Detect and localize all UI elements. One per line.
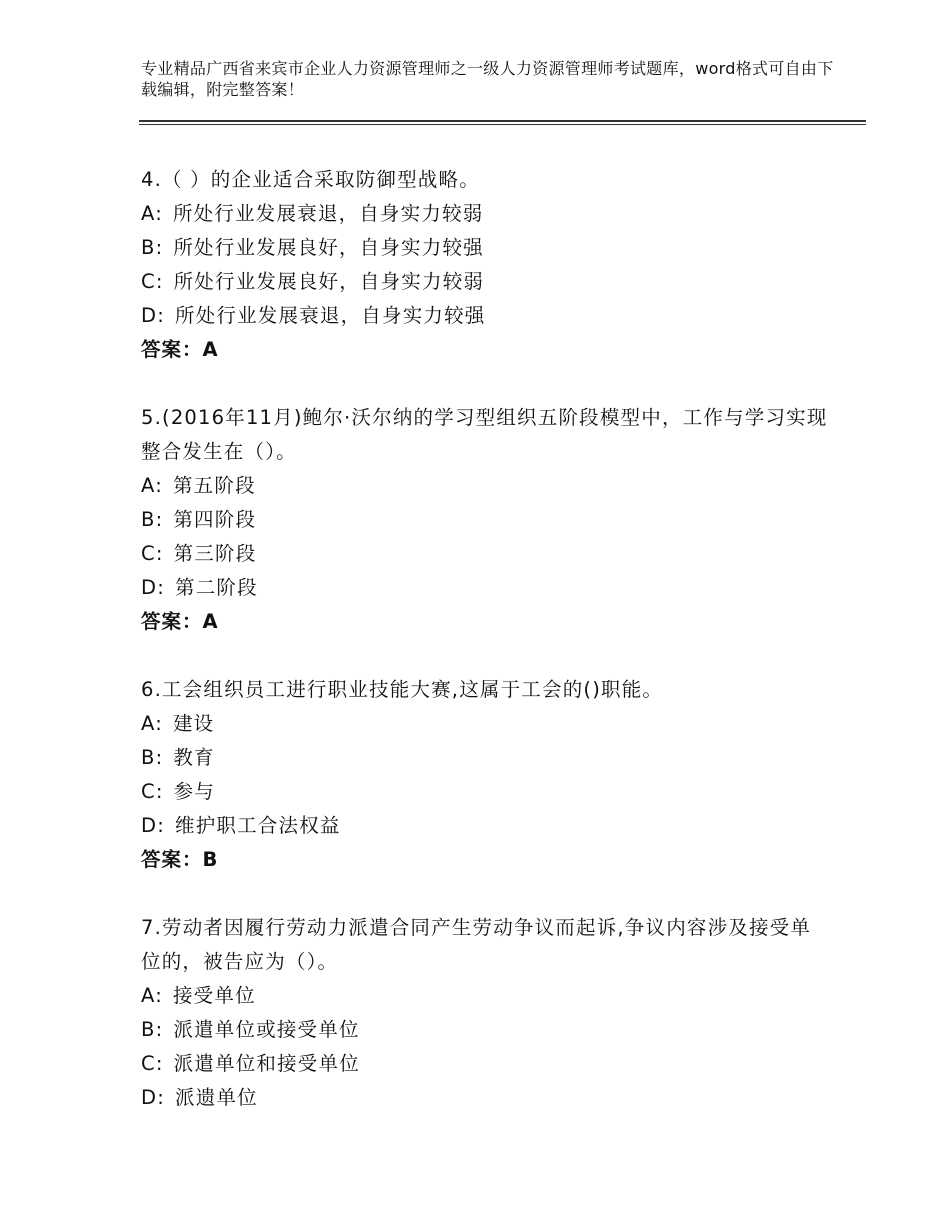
question-list bbox=[141, 163, 831, 1149]
option-b bbox=[141, 503, 831, 537]
option-key: B: bbox=[141, 236, 164, 259]
option-text: 派遣单位和接受单位 bbox=[173, 1052, 360, 1075]
question-stem: 5.(2016年11月)鲍尔·沃尔纳的学习型组织五阶段模型中，工作与学习实现整合发生在（）。 bbox=[141, 406, 828, 463]
option-d bbox=[141, 809, 831, 843]
option-text: 第二阶段 bbox=[175, 576, 258, 599]
option-text: 接受单位 bbox=[172, 984, 256, 1007]
option-key: D: bbox=[141, 576, 165, 599]
option-text: 第四阶段 bbox=[173, 508, 257, 531]
question-5 bbox=[141, 401, 831, 639]
answer-label: 答案：B bbox=[141, 848, 219, 871]
option-d bbox=[141, 1081, 831, 1115]
header-divider-thin bbox=[139, 124, 866, 125]
document-header: 专业精品广西省来宾市企业人力资源管理师之一级人力资源管理师考试题库，word格式可自由下载编辑，附完整答案！ bbox=[141, 59, 834, 99]
option-text: 第五阶段 bbox=[172, 474, 256, 497]
option-text: 建设 bbox=[172, 712, 215, 735]
option-key: C: bbox=[141, 270, 164, 293]
option-text: 所处行业发展良好，自身实力较强 bbox=[173, 236, 484, 259]
header-divider-thick bbox=[139, 120, 866, 122]
option-key: A: bbox=[141, 202, 163, 225]
option-key: D: bbox=[141, 304, 165, 327]
option-d bbox=[141, 571, 831, 605]
question-stem: 7.劳动者因履行劳动力派遣合同产生劳动争议而起诉,争议内容涉及接受单位的，被告应为（）。 bbox=[141, 916, 812, 973]
option-text: 教育 bbox=[173, 746, 215, 769]
option-key: A: bbox=[141, 712, 163, 735]
question-stem: 6.工会组织员工进行职业技能大赛,这属于工会的()职能。 bbox=[141, 678, 664, 701]
option-c bbox=[141, 775, 831, 809]
option-text: 所处行业发展衰退，自身实力较弱 bbox=[172, 202, 484, 225]
question-4 bbox=[141, 163, 831, 367]
option-key: A: bbox=[141, 984, 163, 1007]
option-key: B: bbox=[141, 1018, 164, 1041]
answer-label: 答案：A bbox=[141, 338, 219, 361]
option-a bbox=[141, 979, 831, 1013]
option-a bbox=[141, 469, 831, 503]
option-a bbox=[141, 707, 831, 741]
option-text: 派遣单位或接受单位 bbox=[173, 1018, 360, 1041]
option-b bbox=[141, 1013, 831, 1047]
option-key: B: bbox=[141, 746, 164, 769]
option-d bbox=[141, 299, 831, 333]
option-text: 所处行业发展良好，自身实力较弱 bbox=[173, 270, 485, 293]
option-c bbox=[141, 265, 831, 299]
answer-label: 答案：A bbox=[141, 610, 219, 633]
question-stem: 4.（ ）的企业适合采取防御型战略。 bbox=[141, 168, 480, 191]
option-b bbox=[141, 231, 831, 265]
option-key: B: bbox=[141, 508, 164, 531]
option-key: C: bbox=[141, 780, 164, 803]
option-c bbox=[141, 537, 831, 571]
option-key: C: bbox=[141, 542, 164, 565]
option-key: D: bbox=[141, 814, 165, 837]
option-text: 维护职工合法权益 bbox=[175, 814, 341, 837]
option-key: C: bbox=[141, 1052, 164, 1075]
option-key: A: bbox=[141, 474, 163, 497]
option-text: 所处行业发展衰退，自身实力较强 bbox=[175, 304, 486, 327]
option-text: 派遗单位 bbox=[175, 1086, 258, 1109]
option-key: D: bbox=[141, 1086, 165, 1109]
option-text: 第三阶段 bbox=[173, 542, 257, 565]
option-a bbox=[141, 197, 831, 231]
option-b bbox=[141, 741, 831, 775]
question-6 bbox=[141, 673, 831, 877]
question-7 bbox=[141, 911, 831, 1115]
option-c bbox=[141, 1047, 831, 1081]
option-text: 参与 bbox=[173, 780, 215, 803]
